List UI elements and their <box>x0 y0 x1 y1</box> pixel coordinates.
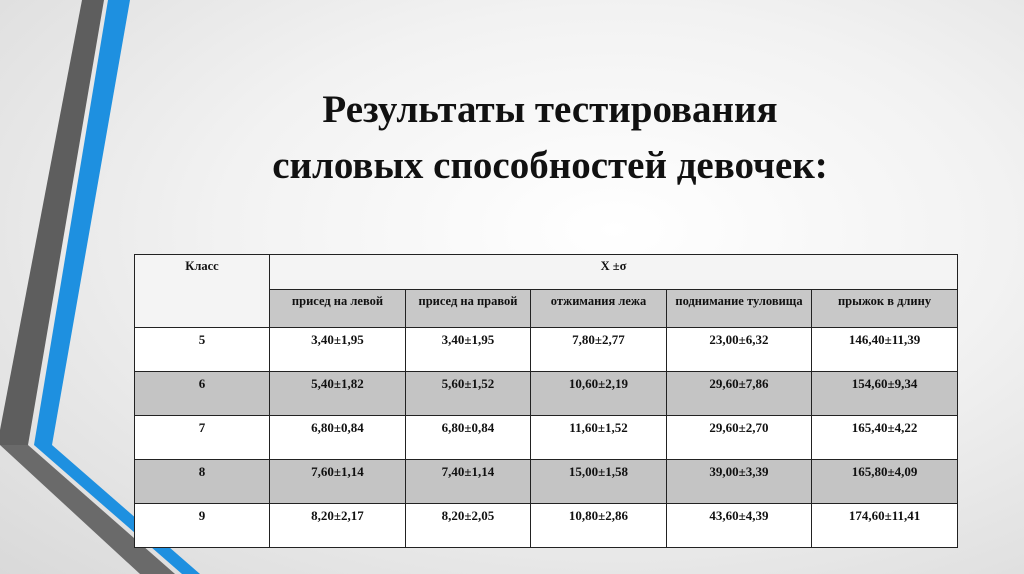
value-cell: 8,20±2,05 <box>406 504 531 548</box>
class-cell: 6 <box>135 372 270 416</box>
value-cell: 15,00±1,58 <box>531 460 667 504</box>
value-cell: 43,60±4,39 <box>667 504 812 548</box>
value-cell: 7,40±1,14 <box>406 460 531 504</box>
value-cell: 10,60±2,19 <box>531 372 667 416</box>
value-cell: 29,60±2,70 <box>667 416 812 460</box>
value-cell: 23,00±6,32 <box>667 328 812 372</box>
page-title <box>180 82 920 194</box>
table-row <box>135 460 958 504</box>
value-cell: 146,40±11,39 <box>812 328 958 372</box>
value-cell: 174,60±11,41 <box>812 504 958 548</box>
column-header: присед на правой <box>406 290 531 328</box>
class-cell: 7 <box>135 416 270 460</box>
header-row-1 <box>135 255 958 290</box>
table-row <box>135 328 958 372</box>
value-cell: 3,40±1,95 <box>406 328 531 372</box>
table-row <box>135 504 958 548</box>
table-row <box>135 372 958 416</box>
value-cell: 154,60±9,34 <box>812 372 958 416</box>
class-cell: 5 <box>135 328 270 372</box>
value-cell: 3,40±1,95 <box>270 328 406 372</box>
class-cell: 9 <box>135 504 270 548</box>
class-cell: 8 <box>135 460 270 504</box>
value-cell: 11,60±1,52 <box>531 416 667 460</box>
column-header: поднимание туловища <box>667 290 812 328</box>
value-cell: 165,40±4,22 <box>812 416 958 460</box>
stat-header: Х ±σ <box>270 255 958 290</box>
table-row <box>135 416 958 460</box>
value-cell: 8,20±2,17 <box>270 504 406 548</box>
column-header: прыжок в длину <box>812 290 958 328</box>
value-cell: 165,80±4,09 <box>812 460 958 504</box>
value-cell: 39,00±3,39 <box>667 460 812 504</box>
value-cell: 6,80±0,84 <box>270 416 406 460</box>
title-line-1: Результаты тестирования <box>322 88 778 131</box>
value-cell: 7,60±1,14 <box>270 460 406 504</box>
results-table <box>134 254 958 548</box>
value-cell: 5,40±1,82 <box>270 372 406 416</box>
class-header: Класс <box>135 255 270 328</box>
column-header: отжимания лежа <box>531 290 667 328</box>
title-line-2: силовых способностей девочек: <box>272 144 828 187</box>
value-cell: 7,80±2,77 <box>531 328 667 372</box>
value-cell: 6,80±0,84 <box>406 416 531 460</box>
value-cell: 29,60±7,86 <box>667 372 812 416</box>
value-cell: 10,80±2,86 <box>531 504 667 548</box>
value-cell: 5,60±1,52 <box>406 372 531 416</box>
column-header: присед на левой <box>270 290 406 328</box>
